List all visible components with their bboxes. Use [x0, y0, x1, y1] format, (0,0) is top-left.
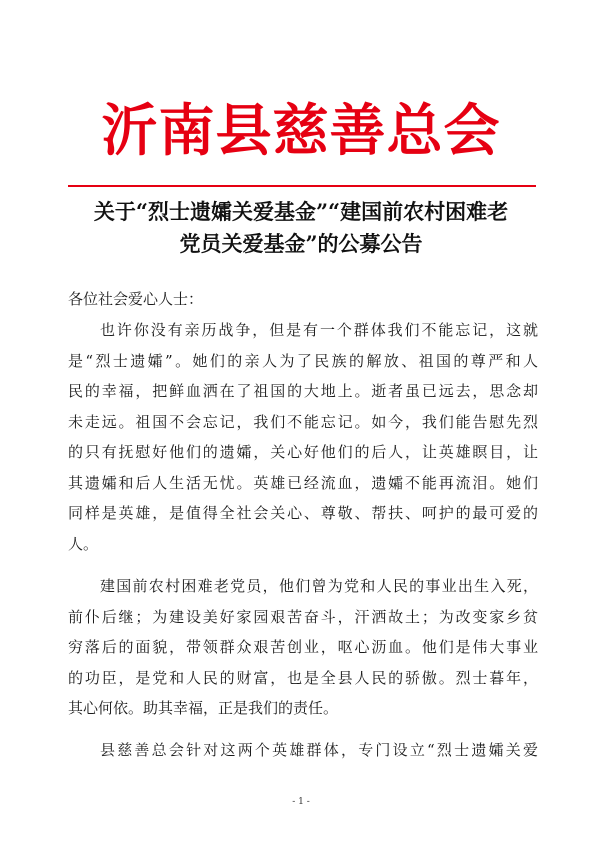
organization-letterhead: 沂南县慈善总会 [101, 98, 501, 164]
paragraph-line: 也许你没有亲历战争，但是有一个群体我们不能忘记，这就 [100, 321, 538, 339]
paragraph-line: 建国前农村困难老党员，他们曾为党和人民的事业出生入死， [100, 577, 538, 595]
paragraph-line: 同样是英雄，是值得全社会关心、尊敬、帮扶、呵护的最可爱的 [68, 504, 538, 522]
paragraph-old-party-members [68, 571, 538, 724]
paragraph-line: 未走远。祖国不会忘记，我们不能忘记。如今，我们能告慰先烈 [68, 412, 538, 431]
paragraph-line: 民的幸福，把鲜血洒在了祖国的大地上。逝者虽已远去，思念却 [68, 382, 538, 400]
paragraph-line: 穷落后的面貌，带领群众艰苦创业，呕心沥血。他们是伟大事业 [68, 638, 538, 656]
salutation: 各位社会爱心人士： [68, 290, 204, 308]
paragraph-line: 人。 [68, 534, 99, 553]
title-line-1: 关于“烈士遗孀关爱基金”“建国前农村困难老 [93, 199, 509, 224]
letterhead-red-rule [68, 185, 536, 187]
page-number: - 1 - [292, 797, 310, 807]
paragraph-line: 其心何依。助其幸福，正是我们的责任。 [68, 699, 339, 717]
paragraph-fund-setup [68, 735, 538, 766]
paragraph-martyrs-widows [68, 315, 538, 559]
paragraph-line: 是“烈士遗孀”。她们的亲人为了民族的解放、祖国的尊严和人 [68, 351, 538, 370]
paragraph-line: 的只有抚慰好他们的遗孀，关心好他们的后人，让英雄瞑目，让 [68, 443, 538, 461]
paragraph-line: 其遗孀和后人生活无忧。英雄已经流血，遗孀不能再流泪。她们 [68, 473, 538, 492]
paragraph-line: 前仆后继；为建设美好家园艰苦奋斗，汗洒故土；为改变家乡贫 [68, 607, 538, 626]
paragraph-line: 县慈善总会针对这两个英雄群体，专门设立“烈士遗孀关爱 [100, 741, 538, 759]
announcement-title [60, 196, 542, 260]
title-line-2: 党员关爱基金”的公募公告 [179, 231, 423, 256]
paragraph-line: 的功臣，是党和人民的财富，也是全县人民的骄傲。烈士暮年， [68, 668, 538, 687]
